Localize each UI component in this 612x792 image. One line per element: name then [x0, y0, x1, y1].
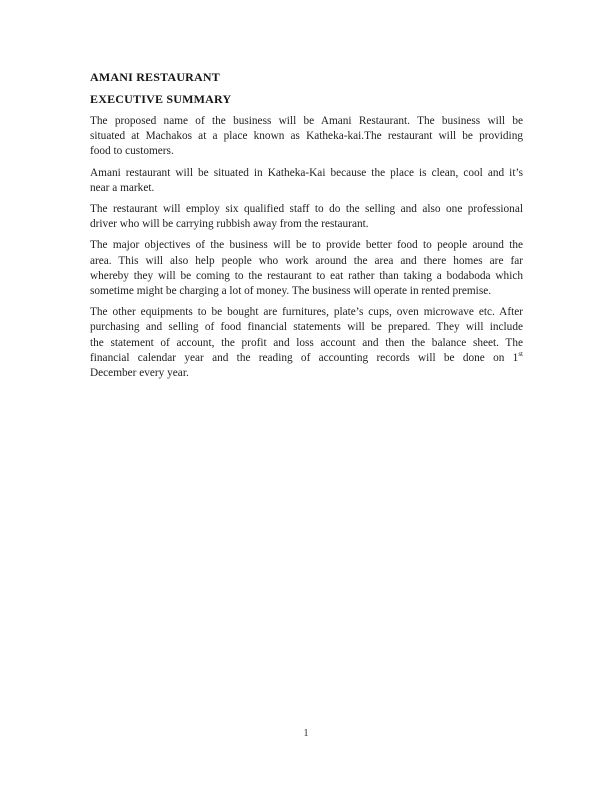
- text-line: Amani restaurant will be situated in Katheka-Kai because the place is clean, cool and it’s: [90, 166, 523, 179]
- paragraph-2: [90, 166, 523, 196]
- document-content: [90, 70, 523, 387]
- text-line: [90, 351, 523, 366]
- text-line: purchasing and selling of food financial statements will be prepared. They will include: [90, 321, 523, 334]
- text-line: area. This will also help people who work around the area and there homes are far: [90, 254, 523, 267]
- paragraph-3: [90, 202, 523, 232]
- text-line: the statement of account, the profit and loss account and then the balance sheet. The: [90, 336, 523, 349]
- paragraph-4: [90, 238, 523, 299]
- text-line: The other equipments to be bought are furnitures, plate’s cups, oven microwave etc. After: [90, 306, 523, 319]
- page-number-footer: 1: [303, 727, 309, 739]
- text-line: whereby they will be coming to the restaurant to eat rather than taking a bodaboda which: [90, 269, 523, 282]
- text-line: situated at Machakos at a place known as Katheka-kai.The restaurant will be providing: [90, 130, 523, 143]
- text-line: The major objectives of the business will be to provide better food to people around the: [90, 239, 523, 252]
- ordinal-superscript: st: [518, 350, 523, 359]
- section-heading: EXECUTIVE SUMMARY: [90, 92, 232, 106]
- text-line: The proposed name of the business will be Amani Restaurant. The business will be: [90, 115, 523, 127]
- text-line: near a market.: [90, 181, 155, 194]
- paragraph-1: [90, 114, 523, 160]
- text-line-segment: financial calendar year and the reading of accounting records will be done on 1: [90, 351, 519, 364]
- text-line: sometime might be charging a lot of money. The business will operate in rented premise.: [90, 285, 492, 298]
- text-line: December every year.: [90, 367, 189, 380]
- text-line: The restaurant will employ six qualified staff to do the selling and also one professional: [90, 203, 523, 216]
- paragraph-5: [90, 305, 523, 381]
- document-title: AMANI RESTAURANT: [90, 70, 220, 84]
- text-line: food to customers.: [90, 145, 174, 158]
- text-line: driver who will be carrying rubbish away from the restaurant.: [90, 218, 369, 231]
